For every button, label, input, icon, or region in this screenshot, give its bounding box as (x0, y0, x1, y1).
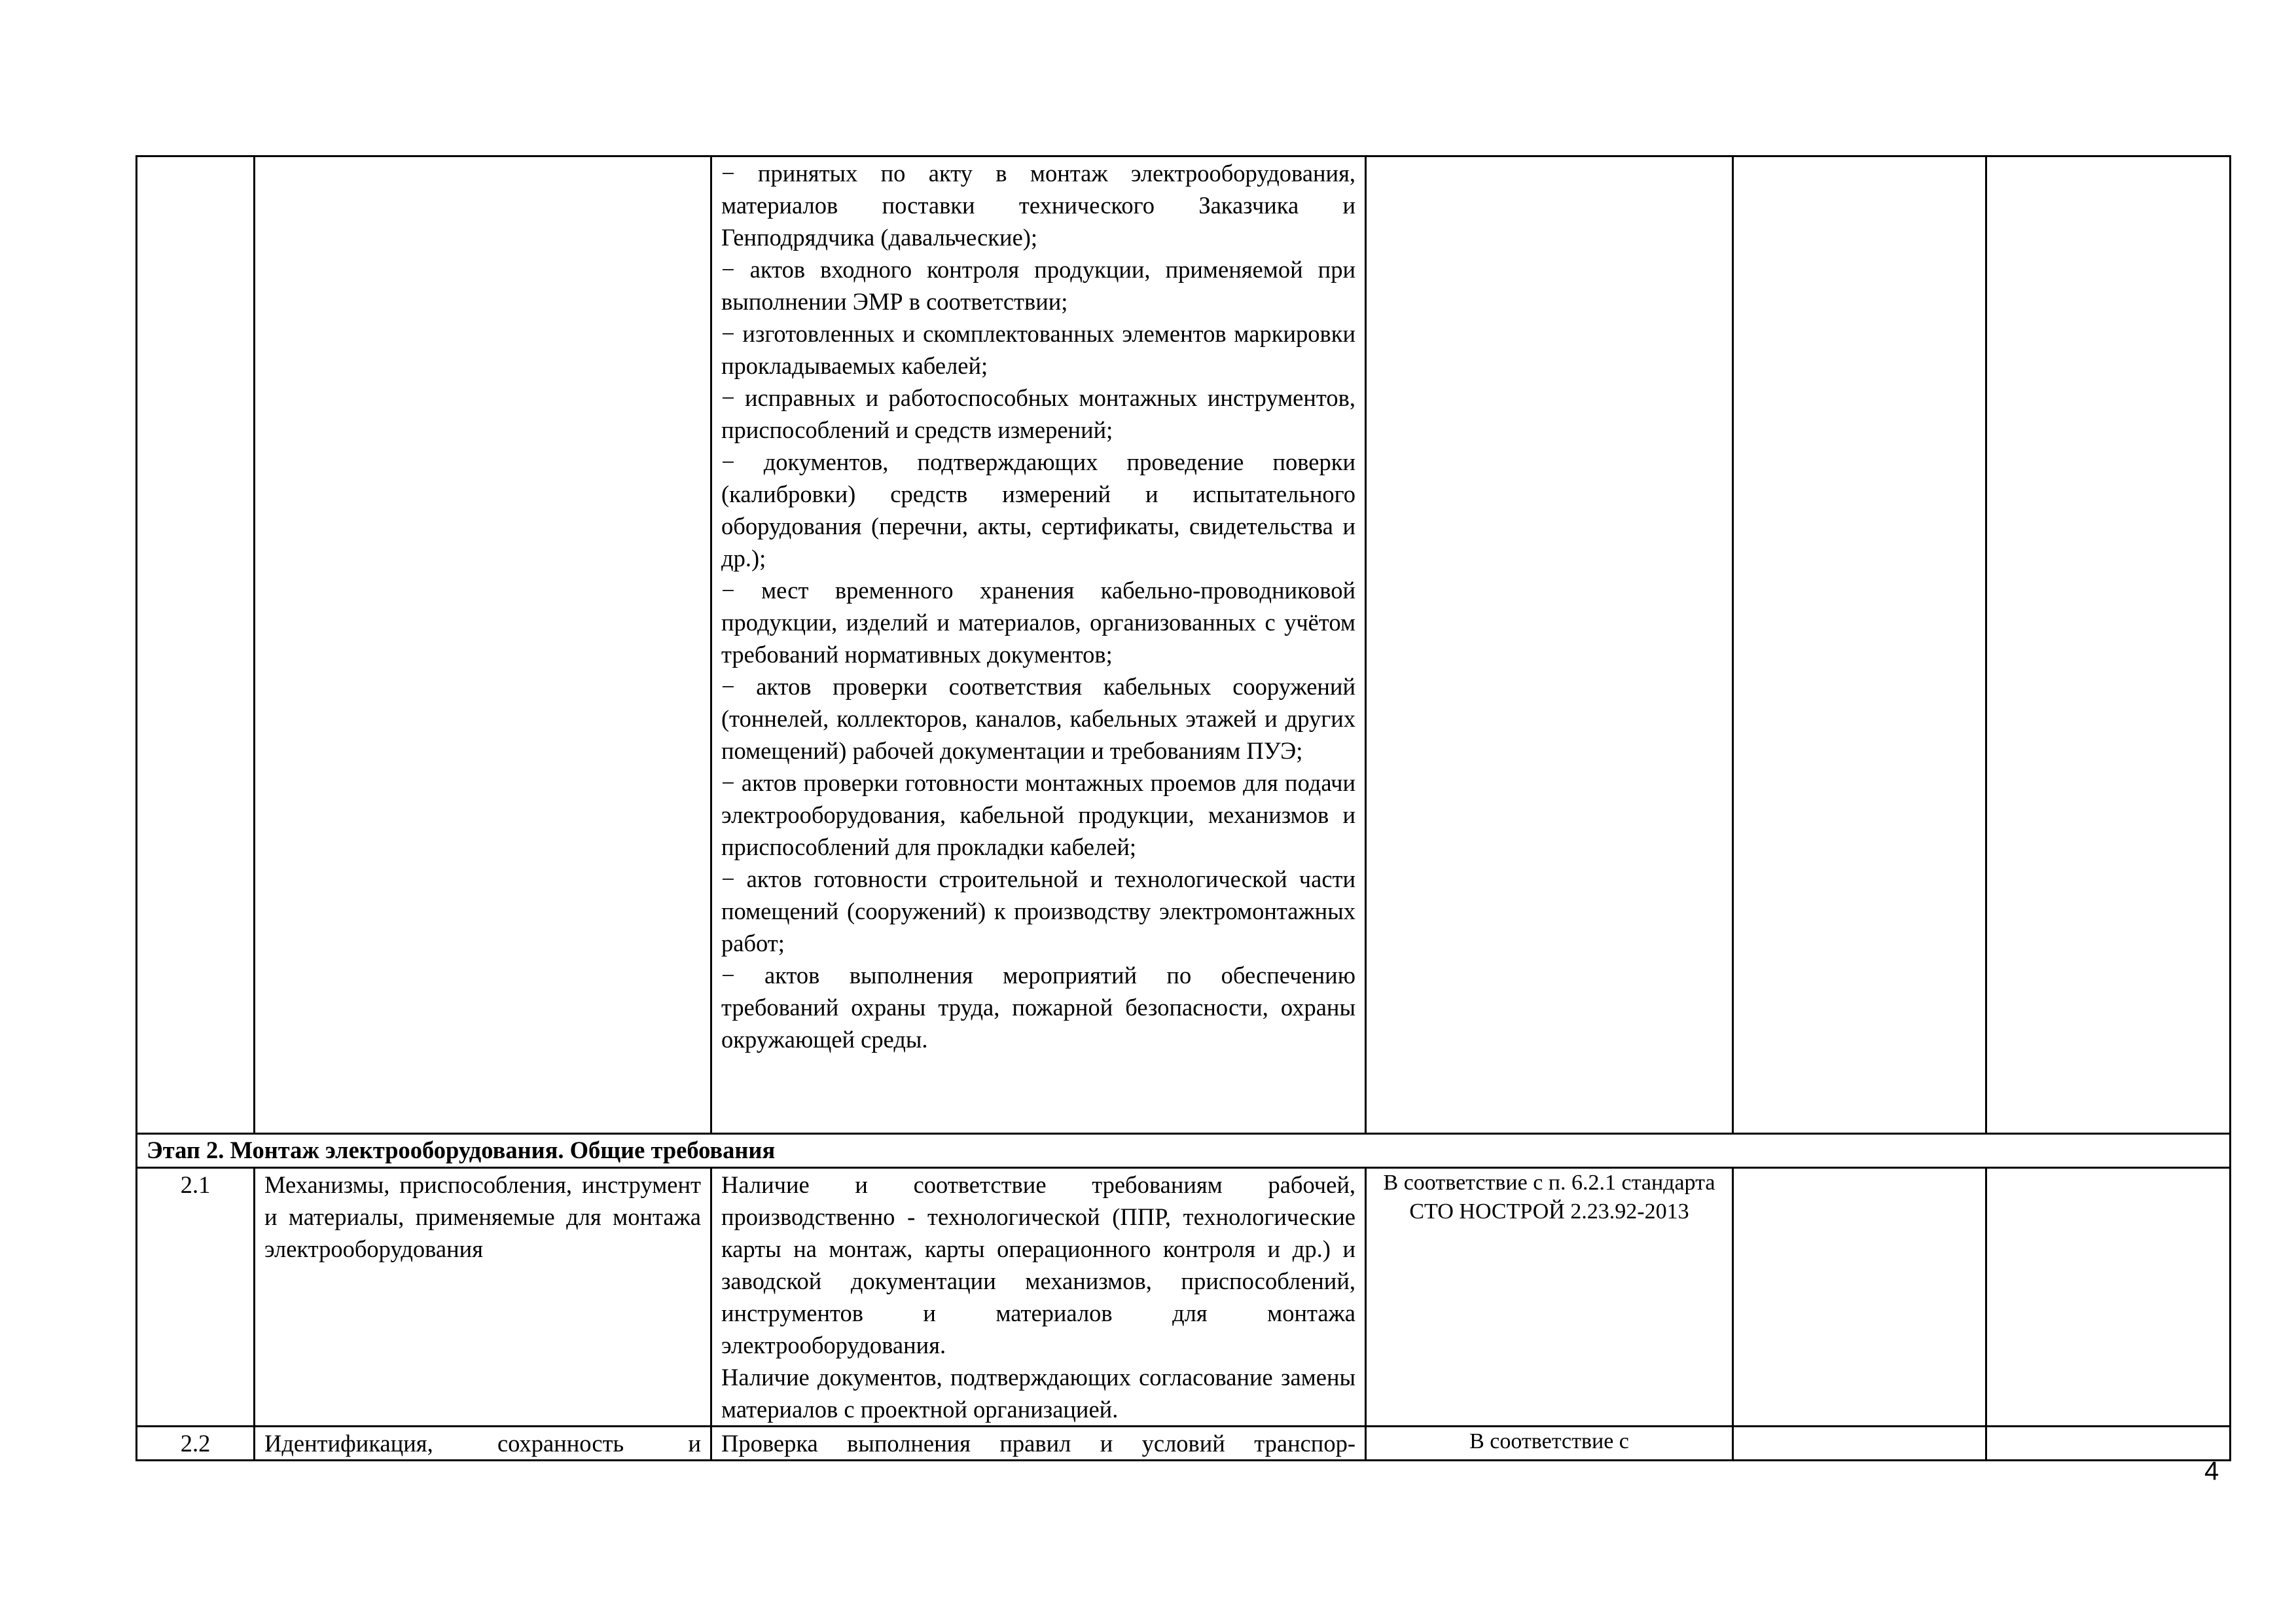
stage-header: Этап 2. Монтаж электрооборудования. Общие требования (137, 1134, 2231, 1168)
row-check: Проверка выполнения правил и условий транспор- (711, 1427, 1366, 1461)
check-item: − принятых по акту в монтаж электрооборудования, материалов поставки технического Заказчика и Генподрядчика (давальческие); (721, 160, 1355, 251)
check-item: − актов выполнения мероприятий по обеспечению требований охраны труда, пожарной безопасности, охраны окружающей среды. (721, 962, 1355, 1053)
check-item: Наличие и соответствие требованиям рабочей, производственно - технологической (ППР, технологические карты на монтаж, карты операционного контроля и др.) и заводской документации механизмов, приспособлений, инструментов и материалов для монтажа электрооборудования. (721, 1171, 1355, 1359)
row-requirement: В соответствие с (1366, 1427, 1733, 1461)
check-item: − актов проверки соответствия кабельных сооружений (тоннелей, коллекторов, каналов, кабельных этажей и других помещений) рабочей документации и требованиям ПУЭ; (721, 673, 1355, 764)
cell-empty-1 (1733, 1168, 1986, 1427)
check-item: − актов проверки готовности монтажных проемов для подачи электрооборудования, кабельной продукции, механизмов и приспособлений для прокладки кабелей; (721, 769, 1355, 860)
stage-header-row (137, 1134, 2231, 1168)
row-requirement: В соответствие с п. 6.2.1 стандарта СТО НОСТРОЙ 2.23.92-2013 (1366, 1168, 1733, 1427)
check-item: − документов, подтверждающих проведение поверки (калибровки) средств измерений и испытательного оборудования (перечни, акты, сертификаты, свидетельства и др.); (721, 448, 1355, 572)
row-number: 2.2 (137, 1427, 255, 1461)
requirements-table (135, 155, 2231, 1461)
cell-number (137, 156, 255, 1134)
page-number: 4 (2204, 1457, 2219, 1486)
row-number: 2.1 (137, 1168, 255, 1427)
check-item: Наличие документов, подтверждающих согласование замены материалов с проектной организацией. (721, 1364, 1355, 1423)
check-item: − актов входного контроля продукции, применяемой при выполнении ЭМР в соответствии; (721, 256, 1355, 315)
cell-empty-1 (1733, 1427, 1986, 1461)
check-item: − актов готовности строительной и технологической части помещений (сооружений) к производству электромонтажных работ; (721, 866, 1355, 957)
table-row-2-2 (137, 1427, 2231, 1461)
check-item: − мест временного хранения кабельно-проводниковой продукции, изделий и материалов, организованных с учётом требований нормативных документов; (721, 577, 1355, 668)
check-item: − исправных и работоспособных монтажных инструментов, приспособлений и средств измерений; (721, 384, 1355, 443)
table-row-continued (137, 156, 2231, 1134)
cell-subject (255, 156, 711, 1134)
cell-empty-1 (1733, 156, 1986, 1134)
cell-requirement (1366, 156, 1733, 1134)
cell-checks (711, 156, 1366, 1134)
row-subject: Идентификация, сохранность и (255, 1427, 711, 1461)
row-subject: Механизмы, приспособления, инструмент и материалы, применяемые для монтажа электрооборудования (255, 1168, 711, 1427)
check-item: − изготовленных и скомплектованных элементов маркировки прокладываемых кабелей; (721, 320, 1355, 379)
cell-empty-2 (1986, 1427, 2231, 1461)
cell-empty-2 (1986, 1168, 2231, 1427)
cell-checks (711, 1168, 1366, 1427)
table-row-2-1 (137, 1168, 2231, 1427)
cell-empty-2 (1986, 156, 2231, 1134)
